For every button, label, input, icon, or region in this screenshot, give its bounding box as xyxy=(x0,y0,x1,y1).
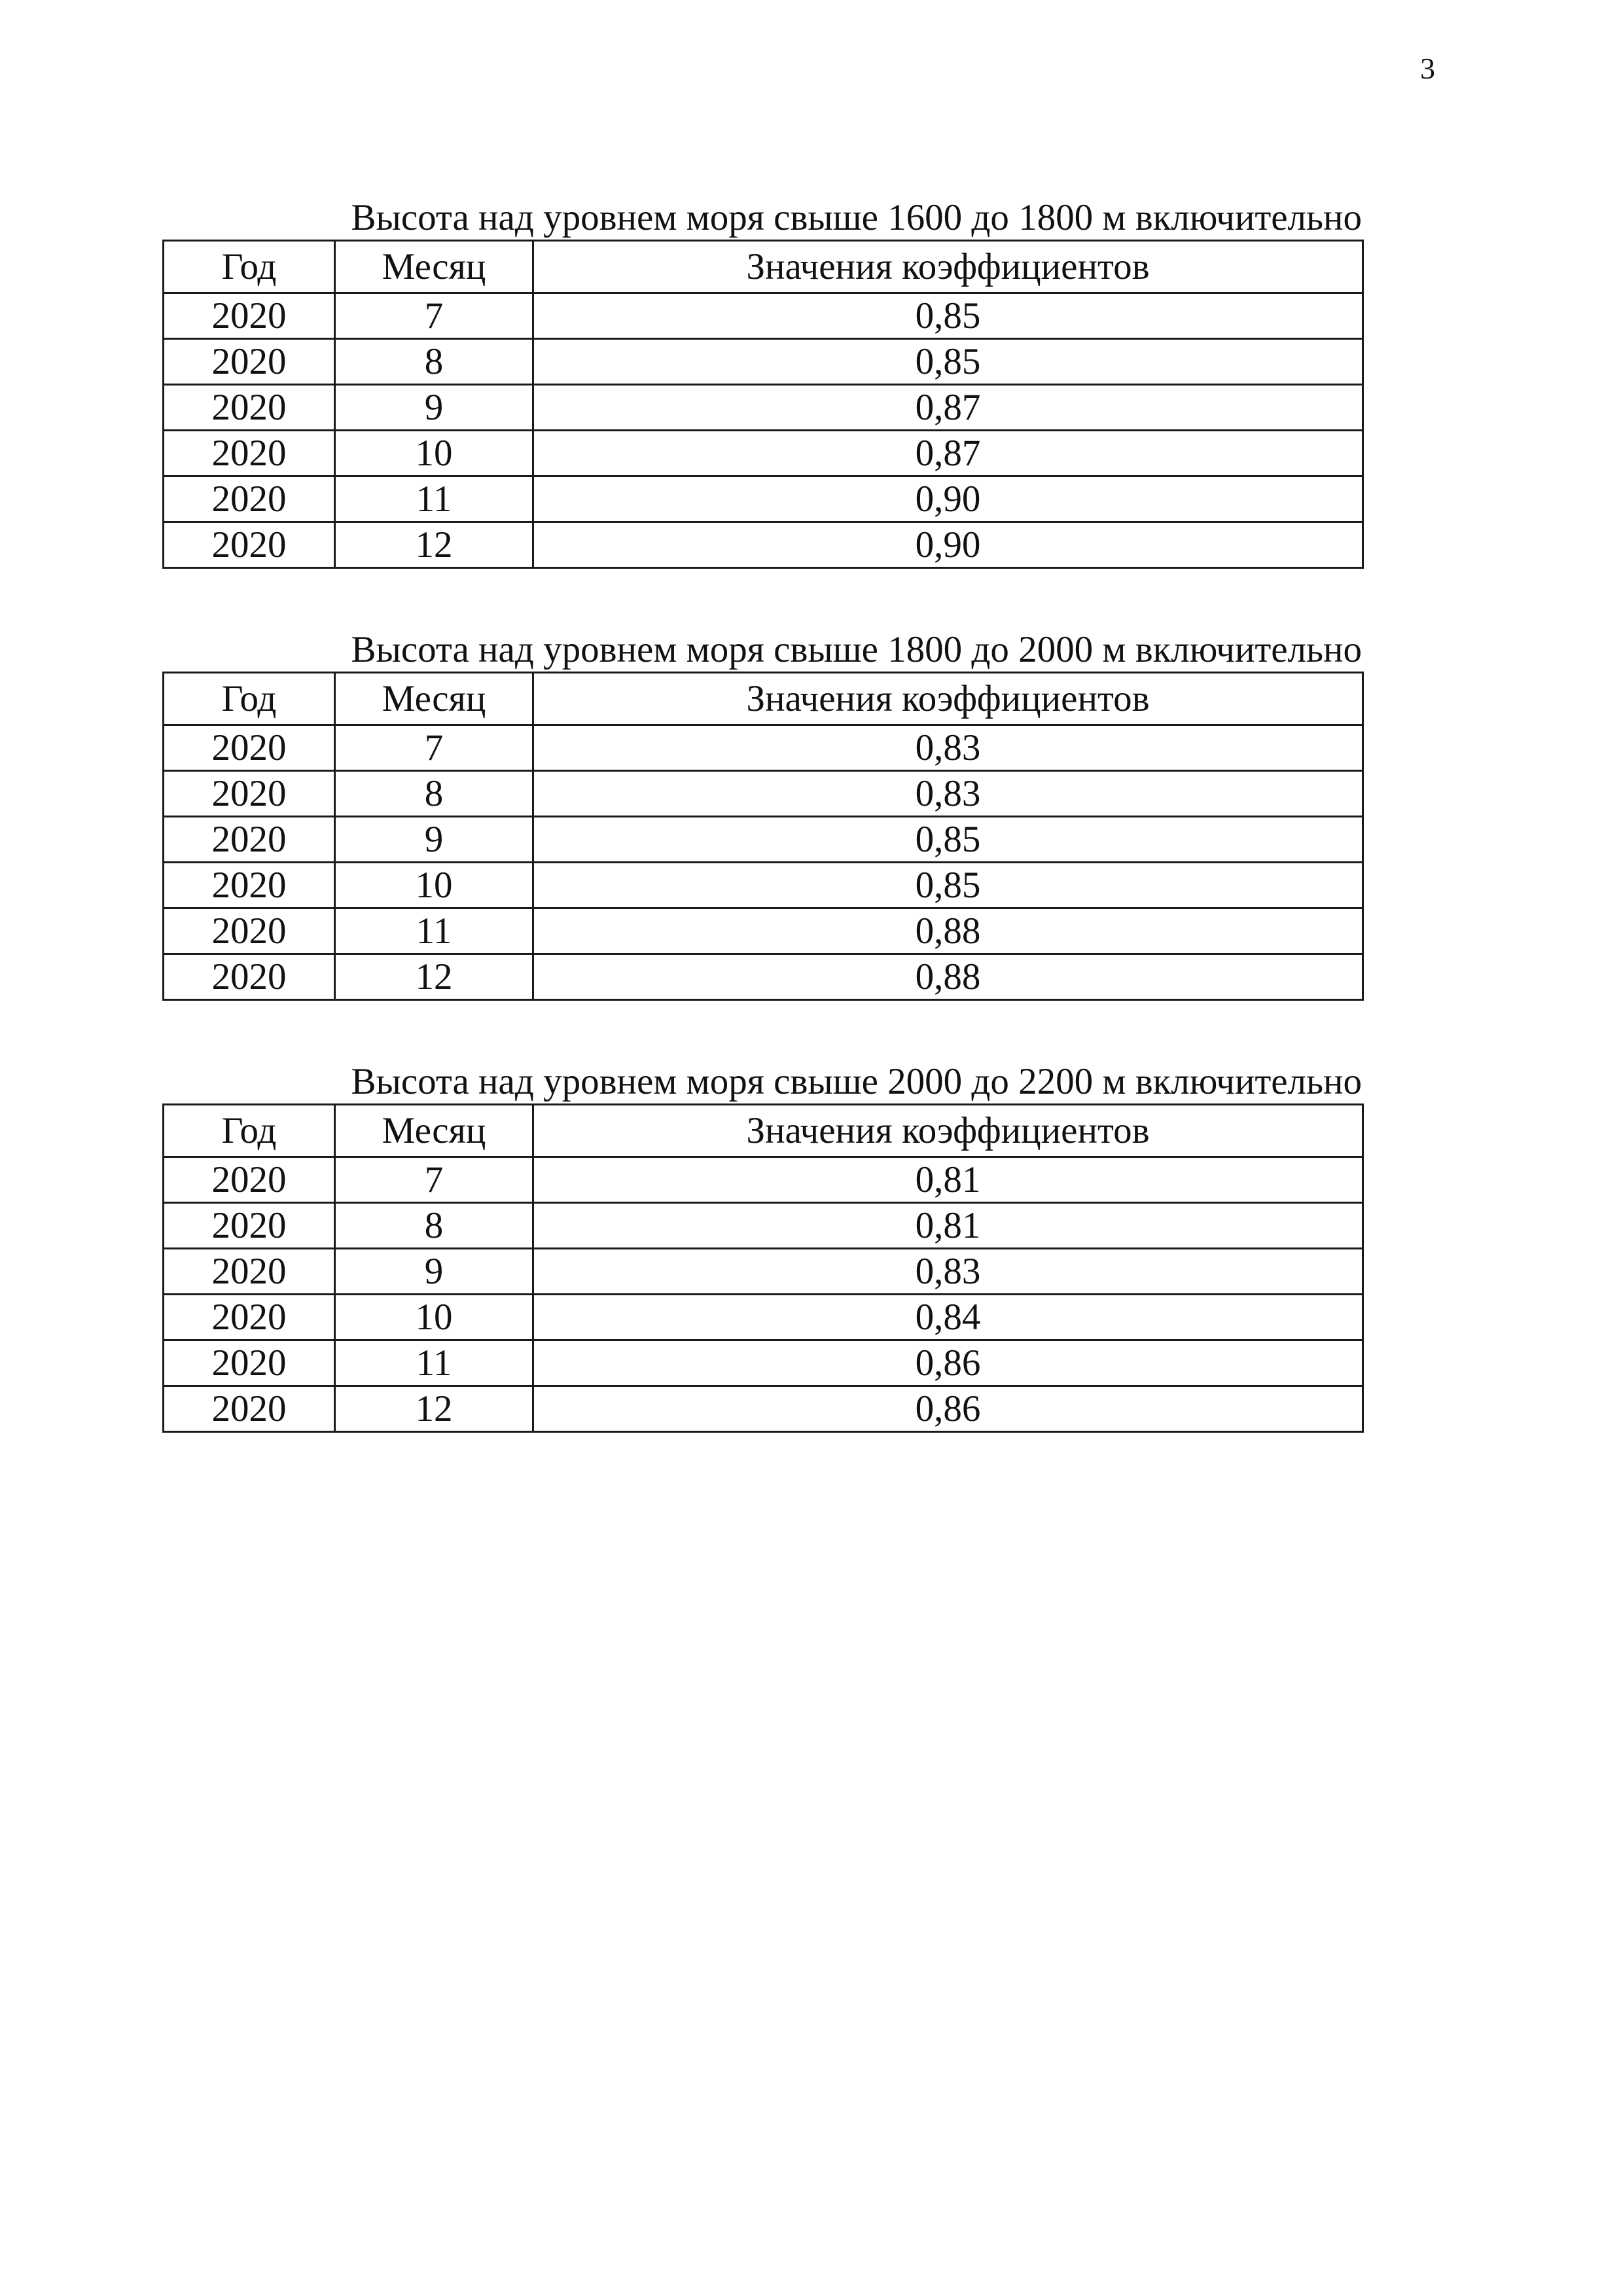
cell-year: 2020 xyxy=(164,476,335,522)
cell-year: 2020 xyxy=(164,908,335,954)
cell-year: 2020 xyxy=(164,293,335,339)
cell-value: 0,83 xyxy=(533,771,1363,817)
cell-month: 9 xyxy=(335,1249,533,1295)
table-row xyxy=(164,1249,1363,1295)
cell-year: 2020 xyxy=(164,385,335,431)
cell-month: 8 xyxy=(335,1203,533,1249)
cell-value: 0,81 xyxy=(533,1157,1363,1203)
table-row xyxy=(164,908,1363,954)
cell-value: 0,88 xyxy=(533,954,1363,1000)
coefficient-table xyxy=(162,1103,1364,1433)
cell-month: 9 xyxy=(335,385,533,431)
page-number: 3 xyxy=(1420,52,1435,85)
cell-value: 0,90 xyxy=(533,522,1363,568)
cell-value: 0,85 xyxy=(533,339,1363,385)
section-title: Высота над уровнем моря свыше 1800 до 2000 м включительно xyxy=(351,629,1362,670)
cell-year: 2020 xyxy=(164,339,335,385)
cell-month: 12 xyxy=(335,1386,533,1432)
table-row xyxy=(164,817,1363,863)
table-row xyxy=(164,1340,1363,1386)
cell-year: 2020 xyxy=(164,1340,335,1386)
table-row xyxy=(164,1295,1363,1340)
header-month: Месяц xyxy=(335,241,533,293)
cell-month: 8 xyxy=(335,339,533,385)
section-title: Высота над уровнем моря свыше 2000 до 2200 м включительно xyxy=(351,1061,1362,1102)
cell-value: 0,85 xyxy=(533,863,1363,908)
cell-month: 7 xyxy=(335,1157,533,1203)
cell-value: 0,85 xyxy=(533,817,1363,863)
cell-month: 10 xyxy=(335,431,533,476)
cell-month: 7 xyxy=(335,293,533,339)
cell-year: 2020 xyxy=(164,954,335,1000)
cell-value: 0,83 xyxy=(533,725,1363,771)
table-row xyxy=(164,476,1363,522)
header-month: Месяц xyxy=(335,1105,533,1157)
cell-year: 2020 xyxy=(164,1203,335,1249)
cell-year: 2020 xyxy=(164,431,335,476)
table-row xyxy=(164,522,1363,568)
table-row xyxy=(164,293,1363,339)
coefficient-table xyxy=(162,672,1364,1001)
section-title: Высота над уровнем моря свыше 1600 до 1800 м включительно xyxy=(351,197,1362,238)
header-year: Год xyxy=(164,1105,335,1157)
coefficient-table xyxy=(162,240,1364,569)
table-header-row xyxy=(164,673,1363,725)
cell-month: 12 xyxy=(335,522,533,568)
cell-value: 0,84 xyxy=(533,1295,1363,1340)
header-value: Значения коэффициентов xyxy=(533,673,1363,725)
cell-year: 2020 xyxy=(164,1386,335,1432)
coefficient-section-1600-1800 xyxy=(162,198,1362,569)
header-month: Месяц xyxy=(335,673,533,725)
table-row xyxy=(164,385,1363,431)
cell-value: 0,87 xyxy=(533,385,1363,431)
cell-month: 11 xyxy=(335,1340,533,1386)
cell-value: 0,88 xyxy=(533,908,1363,954)
table-header-row xyxy=(164,241,1363,293)
table-row xyxy=(164,725,1363,771)
cell-value: 0,81 xyxy=(533,1203,1363,1249)
cell-month: 8 xyxy=(335,771,533,817)
table-row xyxy=(164,431,1363,476)
table-row xyxy=(164,339,1363,385)
table-header-row xyxy=(164,1105,1363,1157)
cell-month: 7 xyxy=(335,725,533,771)
cell-month: 10 xyxy=(335,863,533,908)
header-value: Значения коэффициентов xyxy=(533,241,1363,293)
cell-year: 2020 xyxy=(164,817,335,863)
cell-month: 9 xyxy=(335,817,533,863)
table-row xyxy=(164,954,1363,1000)
cell-value: 0,90 xyxy=(533,476,1363,522)
header-year: Год xyxy=(164,241,335,293)
table-row xyxy=(164,771,1363,817)
header-value: Значения коэффициентов xyxy=(533,1105,1363,1157)
cell-value: 0,85 xyxy=(533,293,1363,339)
cell-value: 0,86 xyxy=(533,1340,1363,1386)
cell-year: 2020 xyxy=(164,1157,335,1203)
table-row xyxy=(164,1157,1363,1203)
cell-year: 2020 xyxy=(164,725,335,771)
coefficient-section-1800-2000 xyxy=(162,630,1362,1001)
cell-year: 2020 xyxy=(164,522,335,568)
table-row xyxy=(164,1386,1363,1432)
coefficient-section-2000-2200 xyxy=(162,1062,1362,1433)
cell-year: 2020 xyxy=(164,863,335,908)
cell-value: 0,86 xyxy=(533,1386,1363,1432)
table-row xyxy=(164,863,1363,908)
cell-value: 0,83 xyxy=(533,1249,1363,1295)
cell-year: 2020 xyxy=(164,1295,335,1340)
cell-month: 10 xyxy=(335,1295,533,1340)
cell-month: 12 xyxy=(335,954,533,1000)
cell-year: 2020 xyxy=(164,771,335,817)
cell-value: 0,87 xyxy=(533,431,1363,476)
cell-year: 2020 xyxy=(164,1249,335,1295)
table-row xyxy=(164,1203,1363,1249)
cell-month: 11 xyxy=(335,476,533,522)
header-year: Год xyxy=(164,673,335,725)
cell-month: 11 xyxy=(335,908,533,954)
